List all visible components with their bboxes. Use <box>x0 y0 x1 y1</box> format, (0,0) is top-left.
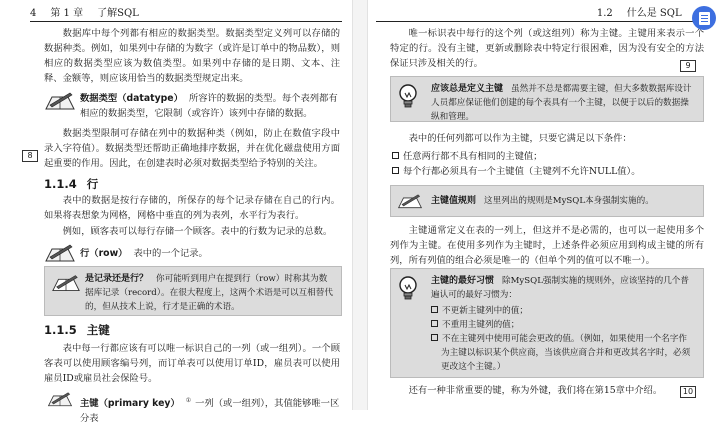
checkbox-square-icon <box>431 334 438 341</box>
checkbox-square-icon <box>431 320 438 327</box>
paragraph: 主键通常定义在表的一列上，但这并不是必需的，也可以一起使用多个列作为主键。在使用多列作为主键时，上述条件必须应用到构成主键的所有列，所有列值的组合必须是唯一的（但单个列的值可以不唯一）。 <box>390 225 704 266</box>
left-running-header <box>30 4 342 22</box>
paragraph: 表中的数据是按行存储的，所保存的每个记录存储在自己的行内。如果将表想象为网格，网格中垂直的列为表列，水平行为表行。 <box>44 195 340 221</box>
paragraph: 数据库中每个列都有相应的数据类型。数据类型定义列可以存储的数据种类。例如，如果列中存储的为数字（或许是订单中的物品数），则相应的数据类型应该为数值类型。如果列中存储的是日期、文本、注释、金额等，则应该用恰当的数据类型规定出来。 <box>44 28 340 84</box>
tip-box-record <box>44 266 342 316</box>
tip-title: 应该总是定义主键 <box>431 84 504 94</box>
paragraph: 例如，顾客表可以每行存储一个顾客。表中的行数为记录的总数。 <box>62 226 333 237</box>
left-page <box>0 0 352 425</box>
footnote-marker: ① <box>185 397 192 404</box>
condition-list <box>392 149 704 179</box>
section-number: 1.2 <box>596 8 613 19</box>
paragraph: 唯一标识表中每行的这个列（或这组列）称为主键。主键用来表示一个特定的行。没有主键，更新或删除表中特定行很困难，因为没有安全的方法保证只涉及相关的行。 <box>390 28 704 69</box>
checkbox-square-icon <box>392 152 399 159</box>
pen-note-icon <box>397 192 423 216</box>
paragraph: 数据类型限制可存储在列中的数据种类（例如，防止在数值字段中录入字符值）。数据类型还帮助正确地排序数据，并在优化磁盘使用方面起重要的作用。因此，在创建表时必须对数据类型给予特别的关注。 <box>44 128 340 169</box>
right-page <box>368 0 720 410</box>
definition-primary-key <box>44 393 340 425</box>
checkbox-square-icon <box>431 306 438 313</box>
paragraph: 表中每一行都应该有可以唯一标识自己的一列（或一组列）。一个顾客表可以使用顾客编号列，而订单表可以使用订单ID，雇员表可以使用雇员ID或雇员社会保险号。 <box>44 343 340 384</box>
definition-datatype <box>44 91 340 123</box>
list-item: 不更新主键列中的值； <box>431 304 695 318</box>
lightbulb-icon <box>397 83 419 115</box>
tip-text: 虽然并不总是都需要主键，但大多数数据库设计人员都应保证他们创建的每个表具有一个主键，以便于以后的数据操纵和管理。 <box>431 84 692 122</box>
section-heading-primary-key <box>44 322 110 338</box>
paragraph: 表中的任何列都可以作为主键，只要它满足以下条件： <box>408 133 632 144</box>
definition-row <box>44 243 340 265</box>
document-app-icon[interactable] <box>692 6 716 30</box>
right-running-header <box>376 4 702 22</box>
margin-page-marker: 8 <box>22 150 38 162</box>
margin-page-marker: 9 <box>680 60 696 72</box>
definition-text: 表中的一个记录。 <box>133 248 208 259</box>
tip-text: 除MySQL强制实施的规则外，应该坚持的几个普遍认可的最好习惯为： <box>431 276 689 300</box>
definition-text: 一列（或一组列），其值能够唯一区分表 <box>80 398 340 425</box>
list-item: 每个行都必须具有一个主键值（主键列不允许NULL值）。 <box>392 164 704 179</box>
tip-text: 你可能听到用户在提到行（row）时称其为数据库记录（record）。在很大程度上，这两个术语是可以互相替代的，但从技术上说，行才是正确的术语。 <box>85 274 333 312</box>
definition-term: 数据类型（datatype） <box>80 93 183 104</box>
list-item: 不在主键列中使用可能会更改的值。（例如，如果使用一个名字作为主键以标识某个供应商，当该供应商合并和更改其名字时，必须更改这个主键。） <box>431 332 695 374</box>
definition-text: 所容许的数据的类型。每个表列都有相应的数据类型，它限制（或容许）该列中存储的数据。 <box>80 93 338 119</box>
tip-title: 主键值规则 <box>431 196 477 206</box>
definition-term: 行（row） <box>80 248 128 259</box>
page-gutter <box>352 0 368 410</box>
chapter-title: 了解SQL <box>97 8 139 19</box>
definition-term: 主键（primary key） <box>80 398 180 410</box>
tip-box-always-define-pk <box>390 76 704 122</box>
section-heading-row <box>44 176 98 192</box>
section-title: 什么是 SQL <box>626 8 682 19</box>
left-page-number: 4 <box>30 8 37 19</box>
pen-note-icon <box>44 391 76 414</box>
tip-box-best-practice <box>390 268 704 378</box>
chapter-label: 第 1 章 <box>50 8 84 19</box>
list-item: 任意两行都不具有相同的主键值； <box>392 149 704 164</box>
tip-title: 是记录还是行？ <box>85 274 149 284</box>
margin-page-marker: 10 <box>680 386 696 398</box>
tip-box-pk-rules <box>390 185 704 217</box>
pen-note-icon <box>44 91 76 118</box>
tip-title: 主键的最好习惯 <box>431 276 495 286</box>
pen-note-icon <box>51 273 81 299</box>
paragraph: 还有一种非常重要的键，称为外键，我们将在第15章中介绍。 <box>408 385 663 396</box>
section-title: 行 <box>86 177 99 191</box>
section-title: 主键 <box>86 323 110 337</box>
list-item: 不重用主键列的值； <box>431 318 695 332</box>
lightbulb-icon <box>397 275 419 307</box>
tip-text: 这里列出的规则是MySQL本身强制实施的。 <box>484 196 654 206</box>
checkbox-square-icon <box>392 167 399 174</box>
section-number: 1.1.5 <box>44 323 77 337</box>
section-number: 1.1.4 <box>44 177 77 191</box>
